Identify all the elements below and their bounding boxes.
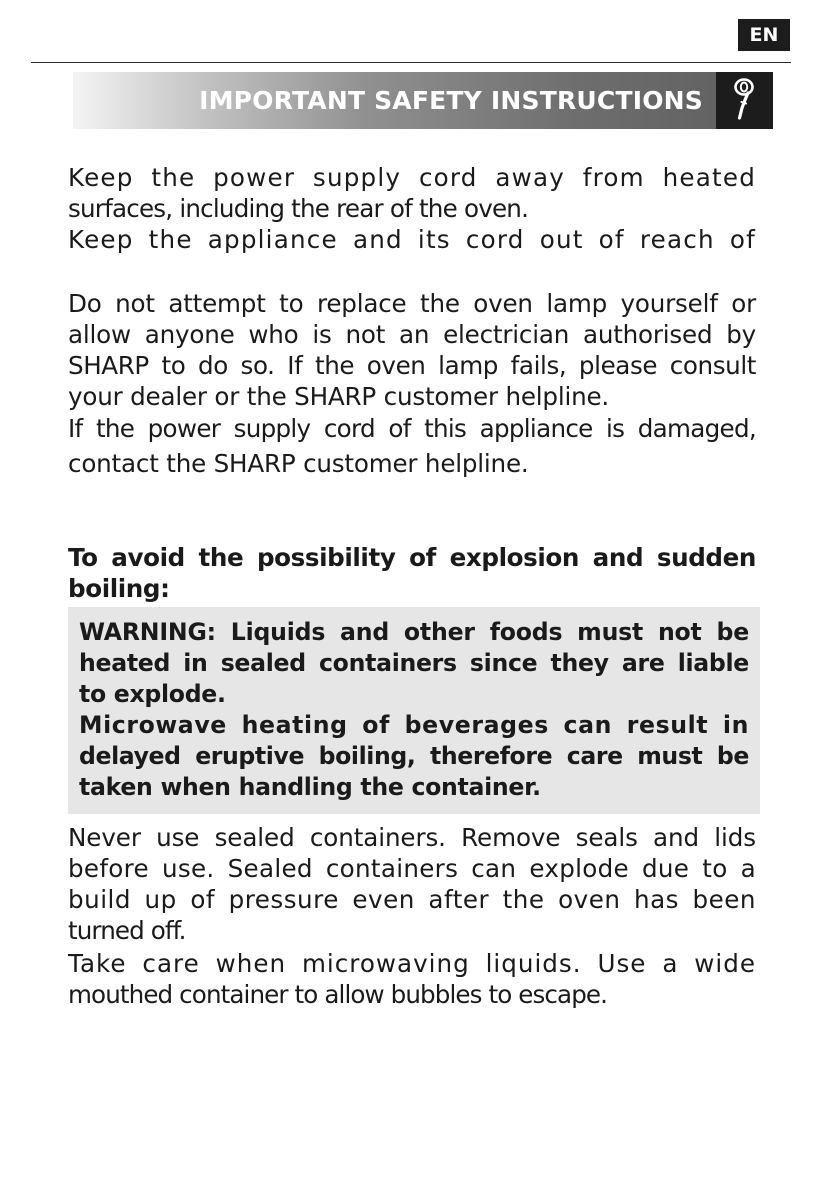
liquids-paragraph [68, 948, 756, 1010]
manual-hand-icon [731, 78, 757, 124]
heading-line: boiling: [68, 574, 170, 603]
oven-lamp-paragraph [68, 288, 756, 412]
warning-line: taken when handling the container. [79, 773, 541, 801]
warning-box [68, 607, 760, 814]
text-line: mouthed container to allow bubbles to escape. [68, 980, 608, 1009]
cord-warning-paragraph [68, 162, 756, 224]
text-line: turned off. [68, 916, 186, 945]
text-line: If the power supply cord of this appliance is damaged, [68, 414, 756, 443]
text-line: contact the SHARP customer helpline. [68, 449, 529, 478]
text-line: Do not attempt to replace the oven lamp yourself or [68, 289, 756, 318]
text-line: Keep the appliance and its cord out of reach of [68, 225, 756, 254]
sealed-containers-paragraph [68, 822, 756, 946]
warning-line: WARNING: Liquids and other foods must not be [79, 618, 749, 646]
warning-line: heated in sealed containers since they are liable [79, 649, 749, 677]
language-badge: EN [738, 19, 790, 51]
warning-line: to explode. [79, 680, 226, 708]
text-line: SHARP to do so. If the oven lamp fails, please consult [68, 351, 756, 380]
header-divider [31, 62, 791, 63]
reach-warning-paragraph [68, 224, 756, 255]
banner-icon-box [716, 72, 773, 129]
text-line: your dealer or the SHARP customer helpline. [68, 382, 610, 411]
warning-text [79, 617, 749, 803]
warning-line: Microwave heating of beverages can result in [79, 711, 749, 739]
text-line: surfaces, including the rear of the oven. [68, 194, 529, 223]
text-line: Keep the power supply cord away from heated [68, 163, 756, 192]
section-banner [73, 72, 773, 129]
text-line: allow anyone who is not an electrician authorised by [68, 320, 756, 349]
damaged-cord-paragraph [68, 413, 756, 479]
explosion-heading [68, 542, 756, 604]
text-line: Take care when microwaving liquids. Use a wide [68, 949, 756, 978]
text-line: Never use sealed containers. Remove seals and lids [68, 823, 756, 852]
banner-title: IMPORTANT SAFETY INSTRUCTIONS [199, 86, 703, 115]
text-line: before use. Sealed containers can explode due to a [68, 854, 756, 883]
warning-line: delayed eruptive boiling, therefore care must be [79, 742, 749, 770]
text-line: build up of pressure even after the oven has been [68, 885, 756, 914]
heading-line: To avoid the possibility of explosion and sudden [68, 543, 756, 572]
